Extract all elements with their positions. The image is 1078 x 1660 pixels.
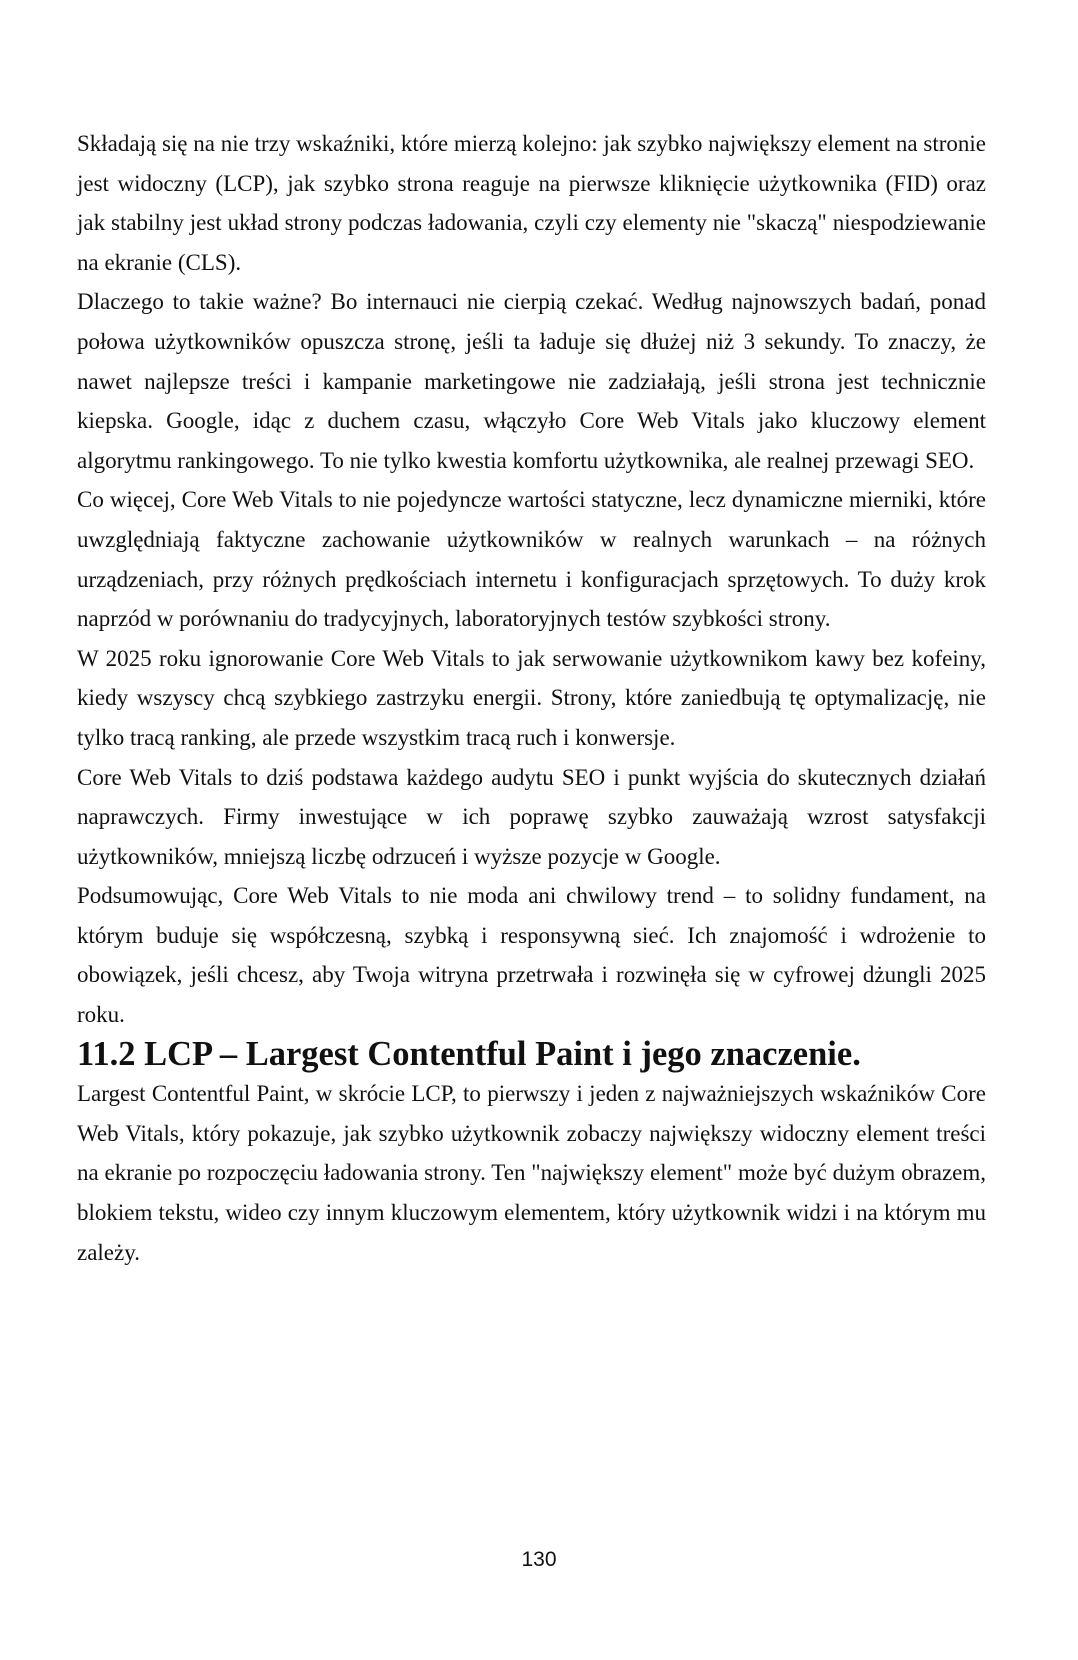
- section-heading-lcp: 11.2 LCP – Largest Contentful Paint i jego znaczenie.: [77, 1034, 861, 1073]
- paragraph-dynamic-metrics: Co więcej, Core Web Vitals to nie pojedyncze wartości statyczne, lecz dynamiczne mierniki, które uwzględniają faktyczne zachowanie użytkowników w realnych warunkach – na różnych urządzeniach, przy różnych prędkościach internetu i konfiguracjach sprzętowych. To duży krok naprzód w porównaniu do tradycyjnych, laboratoryjnych testów szybkości strony.: [77, 487, 986, 632]
- document-page-body: [77, 124, 986, 1272]
- paragraph-why-important: Dlaczego to takie ważne? Bo internauci nie cierpią czekać. Według najnowszych badań, ponad połowa użytkowników opuszcza stronę, jeśli ta ładuje się dłużej niż 3 sekundy. To znaczy, że nawet najlepsze treści i kampanie marketingowe nie zadziałają, jeśli strona jest technicznie kiepska. Google, idąc z duchem czasu, włączyło Core Web Vitals jako kluczowy element algorytmu rankingowego. To nie tylko kwestia komfortu użytkownika, ale realnej przewagi SEO.: [77, 289, 986, 473]
- page-number: 130: [521, 1548, 557, 1571]
- paragraph-2025-ignoring: W 2025 roku ignorowanie Core Web Vitals to jak serwowanie użytkownikom kawy bez kofeiny, kiedy wszyscy chcą szybkiego zastrzyku energii. Strony, które zaniedbują tę optymalizację, nie tylko tracą ranking, ale przede wszystkim tracą ruch i konwersje.: [77, 645, 986, 750]
- paragraph-core-web-vitals-metrics: Składają się na nie trzy wskaźniki, które mierzą kolejno: jak szybko największy element na stronie jest widoczny (LCP), jak szybko strona reaguje na pierwsze kliknięcie użytkownika (FID) oraz jak stabilny jest układ strony podczas ładowania, czyli czy elementy nie "skaczą" niespodziewanie na ekranie (CLS).: [77, 131, 986, 275]
- paragraph-lcp-definition: Largest Contentful Paint, w skrócie LCP, to pierwszy i jeden z najważniejszych wskaźników Core Web Vitals, który pokazuje, jak szybko użytkownik zobaczy największy widoczny element treści na ekranie po rozpoczęciu ładowania strony. Ten "największy element" może być dużym obrazem, blokiem tekstu, wideo czy innym kluczowym elementem, który użytkownik widzi i na którym mu zależy.: [77, 1081, 986, 1265]
- paragraph-seo-audit-basis: Core Web Vitals to dziś podstawa każdego audytu SEO i punkt wyjścia do skutecznych działań naprawczych. Firmy inwestujące w ich poprawę szybko zauważają wzrost satysfakcji użytkowników, mniejszą liczbę odrzuceń i wyższe pozycje w Google.: [77, 764, 986, 869]
- paragraph-summary: Podsumowując, Core Web Vitals to nie moda ani chwilowy trend – to solidny fundament, na którym buduje się współczesną, szybką i responsywną sieć. Ich znajomość i wdrożenie to obowiązek, jeśli chcesz, aby Twoja witryna przetrwała i rozwinęła się w cyfrowej dżungli 2025 roku.: [77, 883, 986, 1028]
